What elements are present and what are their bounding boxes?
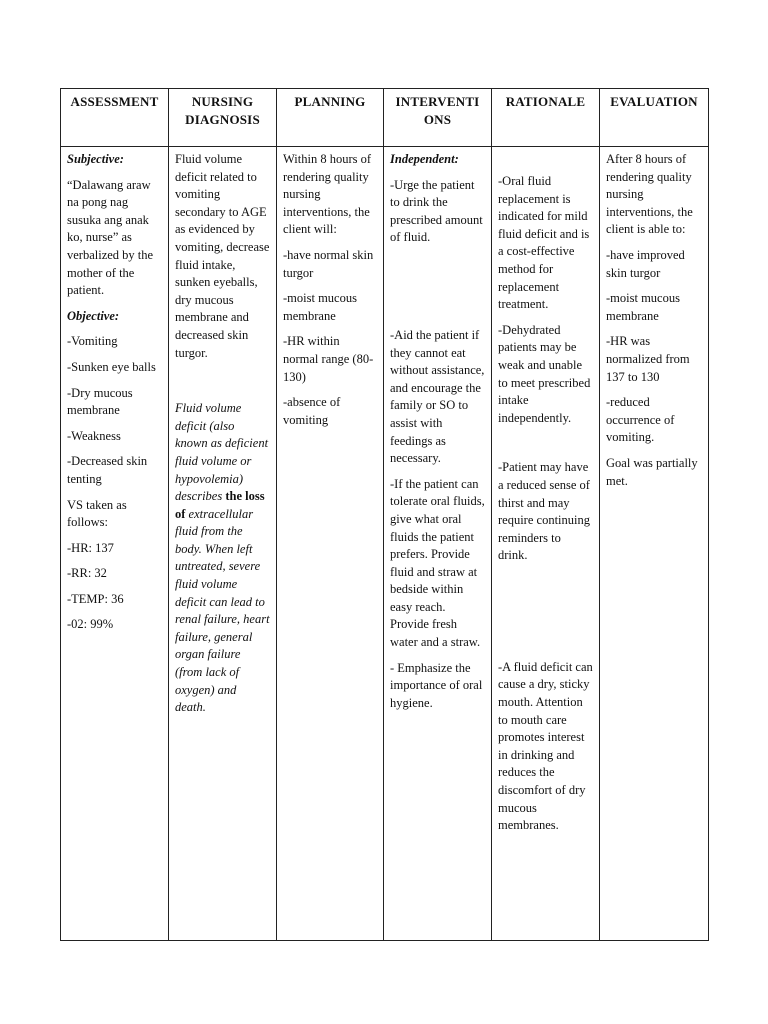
- planning-item: -moist mucous membrane: [283, 291, 357, 323]
- header-rationale: RATIONALE: [492, 89, 600, 147]
- vital-sign-item: -RR: 32: [67, 566, 107, 581]
- definition-bold-a: the loss: [225, 489, 265, 504]
- header-assessment: ASSESSMENT: [61, 89, 169, 147]
- rationale-item: -Dehydrated patients may be weak and unable to meet prescribed intake independently.: [498, 322, 591, 425]
- planning-cell: [277, 147, 384, 941]
- objective-label: Objective:: [67, 308, 120, 323]
- intervention-item: -Urge the patient to drink the prescribed amount of fluid.: [390, 177, 483, 245]
- definition-text-a: Fluid volume deficit (also known as deficient fluid volume or hypovolemia) describes: [175, 401, 269, 504]
- content-row: [61, 147, 709, 941]
- evaluation-goal: Goal was partially met.: [606, 455, 698, 488]
- objective-item: -Sunken eye balls: [67, 359, 156, 374]
- rationale-item: -Oral fluid replacement is indicated for mild fluid deficit and is a cost-effective method for replacement treatment.: [498, 174, 590, 312]
- intervention-item: -If the patient can tolerate oral fluids, give what oral fluids the patient prefers. Provide fluid and straw at bedside within easy reach. Provide fresh water and a straw.: [390, 476, 485, 650]
- definition-text-b: extracellular fluid from the body. When left untreated, severe fluid volume deficit can lead to renal failure, heart failure, general organ failure (from lack of oxygen) and death.: [175, 506, 270, 715]
- header-evaluation: EVALUATION: [600, 89, 709, 147]
- subjective-quote: “Dalawang araw na pong nag susuka ang anak ko, nurse” as verbalized by the mother of the patient.: [67, 177, 154, 298]
- intervention-item: -Aid the patient if they cannot eat without assistance, and encourage the family or SO to assist with feedings as necessary.: [390, 327, 485, 466]
- header-planning: PLANNING: [277, 89, 384, 147]
- rationale-item: -A fluid deficit can cause a dry, sticky mouth. Attention to mouth care promotes interest in drinking and reduces the discomfort of dry mucous membranes.: [498, 659, 593, 833]
- header-row: [61, 89, 709, 147]
- assessment-cell: [61, 147, 169, 941]
- rationale-item: -Patient may have a reduced sense of thirst and may require continuing reminders to drink.: [498, 460, 590, 563]
- intervention-item: - Emphasize the importance of oral hygiene.: [390, 660, 483, 710]
- vital-sign-item: -02: 99%: [67, 617, 114, 632]
- evaluation-item: -reduced occurrence of vomiting.: [606, 395, 675, 445]
- objective-item: -Vomiting: [67, 334, 118, 349]
- evaluation-cell: [600, 147, 709, 941]
- planning-item: -have normal skin turgor: [283, 247, 374, 280]
- nursing-care-plan-table: [60, 88, 709, 941]
- evaluation-item: -have improved skin turgor: [606, 247, 685, 280]
- planning-intro: Within 8 hours of rendering quality nursing interventions, the client will:: [283, 152, 372, 237]
- vital-sign-item: -TEMP: 36: [67, 591, 124, 606]
- evaluation-intro: After 8 hours of rendering quality nursing interventions, the client is able to:: [606, 152, 693, 237]
- objective-item: -Dry mucous membrane: [67, 385, 133, 418]
- header-interventions: INTERVENTI ONS: [384, 89, 492, 147]
- subjective-label: Subjective:: [67, 152, 124, 166]
- diagnosis-definition: [175, 400, 270, 717]
- objective-item: -Weakness: [67, 428, 121, 443]
- definition-bold-b: of: [175, 506, 189, 521]
- rationale-cell: [492, 147, 600, 941]
- planning-item: -absence of vomiting: [283, 395, 341, 427]
- vital-signs-intro: VS taken as follows:: [67, 497, 127, 530]
- objective-item: -Decreased skin tenting: [67, 454, 148, 486]
- diagnosis-cell: [169, 147, 277, 941]
- interventions-cell: [384, 147, 492, 941]
- planning-item: -HR within normal range (80-130): [283, 334, 374, 384]
- diagnosis-statement: Fluid volume deficit related to vomiting secondary to AGE as evidenced by vomiting, decrease fluid intake, sunken eyeballs, dry mucous membrane and decreased skin turgor.: [175, 152, 270, 360]
- evaluation-item: -HR was normalized from 137 to 130: [606, 334, 690, 384]
- vital-sign-item: -HR: 137: [67, 540, 114, 555]
- header-nursing-diagnosis: NURSING DIAGNOSIS: [169, 89, 277, 147]
- evaluation-item: -moist mucous membrane: [606, 291, 680, 323]
- independent-label: Independent:: [390, 152, 459, 166]
